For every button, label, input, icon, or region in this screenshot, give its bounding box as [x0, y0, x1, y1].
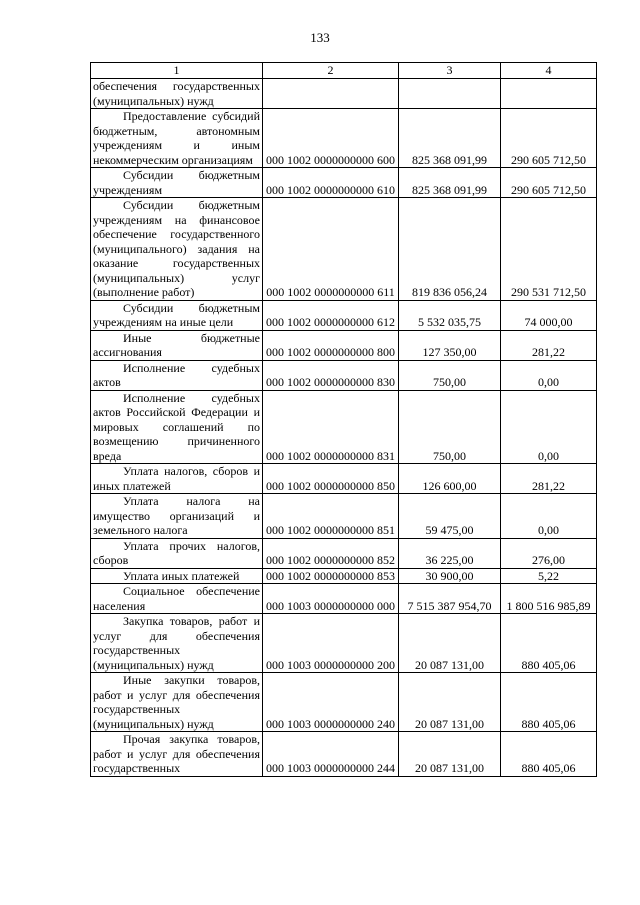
row-value-col3	[399, 79, 501, 109]
header-col-1: 1	[91, 63, 263, 79]
row-name: Уплата налога на имущество организаций и земельного налога	[93, 494, 260, 537]
row-name-cell	[91, 79, 263, 109]
row-value-col3: 20 087 131,00	[399, 614, 501, 673]
table-row	[91, 109, 597, 168]
row-value-col4: 5,22	[501, 568, 597, 584]
row-value-col3: 825 368 091,99	[399, 168, 501, 198]
row-value-col4: 0,00	[501, 360, 597, 390]
row-code: 000 1002 0000000000 831	[263, 390, 399, 464]
row-code: 000 1003 0000000000 200	[263, 614, 399, 673]
row-value-col4: 880 405,06	[501, 673, 597, 732]
table-row	[91, 198, 597, 301]
row-value-col4: 880 405,06	[501, 732, 597, 777]
table-row	[91, 300, 597, 330]
table-row	[91, 79, 597, 109]
row-name-cell	[91, 494, 263, 539]
header-col-2: 2	[263, 63, 399, 79]
table-header-row	[91, 63, 597, 79]
row-value-col3: 5 532 035,75	[399, 300, 501, 330]
row-value-col4: 74 000,00	[501, 300, 597, 330]
row-value-col3: 59 475,00	[399, 494, 501, 539]
row-value-col4: 281,22	[501, 464, 597, 494]
row-code: 000 1003 0000000000 244	[263, 732, 399, 777]
table-row	[91, 168, 597, 198]
row-name: Исполнение судебных актов Российской Федерации и мировых соглашений по возмещению причиненного вреда	[93, 390, 260, 463]
row-name: Предоставление субсидий бюджетным, автономным учреждениям и иным некоммерческим организациям	[93, 109, 260, 167]
row-name: Субсидии бюджетным учреждениям на финансовое обеспечение государственного (муниципального) задания на оказание государственных (муниципальных) услуг (выполнение работ)	[93, 198, 260, 299]
row-name: Закупка товаров, работ и услуг для обеспечения государственных (муниципальных) нужд	[93, 614, 260, 672]
row-name-cell	[91, 168, 263, 198]
row-value-col4: 0,00	[501, 390, 597, 464]
row-value-col4: 880 405,06	[501, 614, 597, 673]
row-code: 000 1002 0000000000 600	[263, 109, 399, 168]
row-value-col3: 750,00	[399, 390, 501, 464]
row-name-cell	[91, 614, 263, 673]
row-name-cell	[91, 538, 263, 568]
row-name: Уплата налогов, сборов и иных платежей	[93, 464, 260, 493]
table-row	[91, 360, 597, 390]
table-row	[91, 494, 597, 539]
row-value-col4: 290 605 712,50	[501, 168, 597, 198]
row-code: 000 1002 0000000000 852	[263, 538, 399, 568]
row-name-cell	[91, 568, 263, 584]
row-name: Субсидии бюджетным учреждениям на иные цели	[93, 300, 260, 329]
row-code: 000 1002 0000000000 610	[263, 168, 399, 198]
table-row	[91, 614, 597, 673]
row-value-col3: 20 087 131,00	[399, 732, 501, 777]
row-name-cell	[91, 584, 263, 614]
row-name-cell	[91, 390, 263, 464]
row-value-col3: 127 350,00	[399, 330, 501, 360]
row-value-col3: 20 087 131,00	[399, 673, 501, 732]
row-name-cell	[91, 464, 263, 494]
row-name: Иные закупки товаров, работ и услуг для обеспечения государственных (муниципальных) нужд	[93, 673, 260, 731]
budget-table	[90, 62, 597, 777]
table-row	[91, 464, 597, 494]
row-name: Иные бюджетные ассигнования	[93, 330, 260, 359]
row-value-col3: 7 515 387 954,70	[399, 584, 501, 614]
row-name: обеспечения государственных (муниципальных) нужд	[93, 79, 260, 108]
row-value-col3: 819 836 056,24	[399, 198, 501, 301]
row-code: 000 1002 0000000000 851	[263, 494, 399, 539]
row-code: 000 1002 0000000000 800	[263, 330, 399, 360]
row-value-col3: 36 225,00	[399, 538, 501, 568]
row-name: Социальное обеспечение населения	[93, 584, 260, 613]
budget-table-body	[91, 63, 597, 777]
header-col-3: 3	[399, 63, 501, 79]
row-name: Уплата иных платежей	[123, 568, 240, 583]
row-name-cell	[91, 673, 263, 732]
table-row	[91, 568, 597, 584]
table-row	[91, 390, 597, 464]
page-number: 133	[310, 30, 330, 45]
row-name-cell	[91, 198, 263, 301]
row-code: 000 1002 0000000000 612	[263, 300, 399, 330]
row-value-col4: 290 605 712,50	[501, 109, 597, 168]
row-value-col4: 1 800 516 985,89	[501, 584, 597, 614]
row-code: 000 1002 0000000000 830	[263, 360, 399, 390]
row-value-col4: 290 531 712,50	[501, 198, 597, 301]
row-code: 000 1003 0000000000 000	[263, 584, 399, 614]
row-name-cell	[91, 360, 263, 390]
table-row	[91, 673, 597, 732]
row-value-col4: 281,22	[501, 330, 597, 360]
row-value-col4: 0,00	[501, 494, 597, 539]
row-code: 000 1003 0000000000 240	[263, 673, 399, 732]
row-name-cell	[91, 732, 263, 777]
table-row	[91, 732, 597, 777]
row-name: Прочая закупка товаров, работ и услуг для обеспечения государственных	[93, 732, 260, 775]
row-name-cell	[91, 300, 263, 330]
row-value-col3: 825 368 091,99	[399, 109, 501, 168]
header-col-4: 4	[501, 63, 597, 79]
row-name: Исполнение судебных актов	[93, 360, 260, 389]
row-value-col4	[501, 79, 597, 109]
table-row	[91, 538, 597, 568]
row-name-cell	[91, 109, 263, 168]
row-name-cell	[91, 330, 263, 360]
row-code	[263, 79, 399, 109]
row-code: 000 1002 0000000000 850	[263, 464, 399, 494]
table-row	[91, 330, 597, 360]
row-code: 000 1002 0000000000 853	[263, 568, 399, 584]
row-name: Уплата прочих налогов, сборов	[93, 538, 260, 567]
row-value-col3: 30 900,00	[399, 568, 501, 584]
row-value-col3: 750,00	[399, 360, 501, 390]
row-value-col3: 126 600,00	[399, 464, 501, 494]
table-row	[91, 584, 597, 614]
row-name: Субсидии бюджетным учреждениям	[93, 168, 260, 197]
row-code: 000 1002 0000000000 611	[263, 198, 399, 301]
row-value-col4: 276,00	[501, 538, 597, 568]
